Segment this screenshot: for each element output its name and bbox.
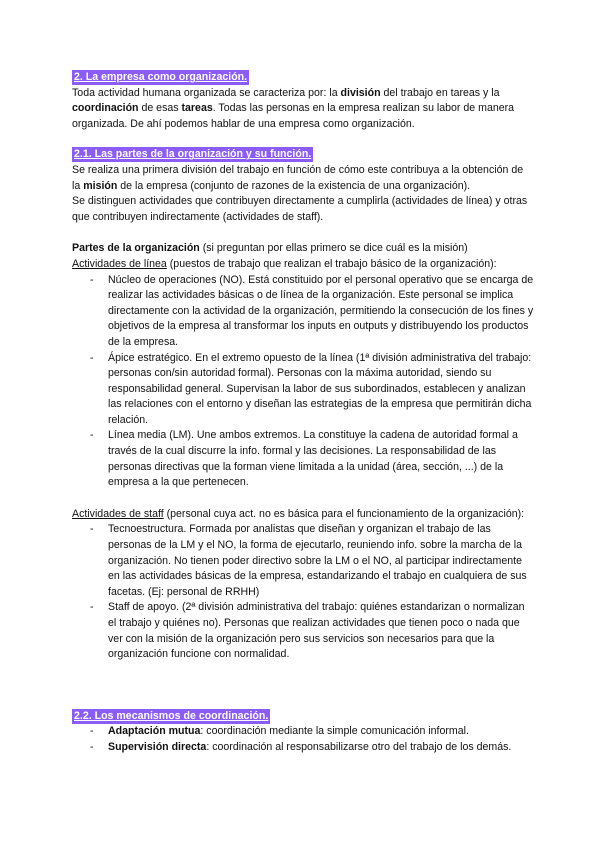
- section-2-paragraph: [72, 86, 534, 133]
- bold-mision: misión: [83, 179, 118, 192]
- staff-intro: [72, 507, 534, 523]
- document-content: [72, 70, 534, 756]
- parts-title: Partes de la organización: [72, 242, 200, 255]
- linea-intro: [72, 257, 534, 273]
- list-item: - Línea media (LM). Une ambos extremos. La constituye la cadena de autoridad formal a través de la cual discurre la info. formal y las decisiones. La responsabilidad de las personas directivas que la forman viene limitada a la unidad (área, sección, ...) de la empresa a la que pertenecen.: [72, 428, 534, 490]
- staff-title: Actividades de staff: [72, 507, 164, 520]
- list-item: [72, 740, 534, 756]
- linea-note: (puestos de trabajo que realizan el trabajo básico de la organización):: [166, 257, 497, 270]
- staff-note: (personal cuya act. no es básica para el funcionamiento de la organización):: [163, 507, 525, 520]
- bold-coordinacion: coordinación: [72, 102, 139, 115]
- list-item: - Ápice estratégico. En el extremo opuesto de la línea (1ª división administrativa del trabajo: personas con/sin autoridad formal). Personas con la máxima autoridad, siendo su responsabilidad general. Supervisan la labor de sus subordinados, establecen y analizan las relaciones con el entorno y diseñan las estrategias de la empresa que permitirán dicha relación.: [72, 351, 534, 429]
- list-item: - Tecnoestructura. Formada por analistas que diseñan y organizan el trabajo de las personas de la LM y el NO, la forma de ejecutarlo, reuniendo info. sobre la marcha de la organización. No tienen poder directivo sobre la LM o el NO, al participar indirectamente en las actividades básicas de la empresa, estandarizando el trabajo en cualquiera de sus facetas. (Ej: personal de RRHH): [72, 522, 534, 600]
- list-item: - Staff de apoyo. (2ª división administrativa del trabajo: quiénes estandarizan o normalizan el trabajo y quiénes no). Personas que realizan actividades que tienen poco o nada que ver con la misión de la organización pero sus servicios son necesarios para que la organización funcione con normalidad.: [72, 600, 534, 662]
- section-2-1-paragraph-2: Se distinguen actividades que contribuyen directamente a cumplirla (actividades de línea) y otras que contribuyen indirectamente (actividades de staff).: [72, 195, 528, 223]
- linea-title: Actividades de línea: [72, 257, 167, 270]
- section-2-1-paragraph-1: [72, 163, 534, 194]
- list-item: [72, 724, 534, 740]
- text-run: de esas: [138, 102, 182, 115]
- list-item: - Núcleo de operaciones (NO). Está constituido por el personal operativo que se encarga de realizar las actividades básicas o de línea de la organización. Este personal se implica directamente con la actividad de la organización, permitiendo la consecución de los fines y objetivos de la empresa al transformar los inputs en outputs y distribuyendo los productos de la empresa.: [72, 273, 534, 351]
- section-2-1-heading: 2.1. Las partes de la organización y su función.: [74, 148, 312, 161]
- term: Supervisión directa: [108, 740, 207, 753]
- coordination-list: [72, 724, 534, 755]
- term: Adaptación mutua: [108, 725, 201, 738]
- parts-paragraph: [72, 241, 534, 257]
- text-run: . Todas las personas en la empresa realizan su labor de manera organizada. De ahí podemos hablar de una empresa como organización.: [72, 102, 515, 130]
- term-description: : coordinación mediante la simple comunicación informal.: [200, 725, 469, 738]
- text-run: del trabajo en tareas y la: [380, 86, 500, 99]
- parts-note: (si preguntan por ellas primero se dice cuál es la misión): [199, 242, 468, 255]
- text-run: Se realiza una primera división del trabajo en función de cómo este contribuya a la obtención de la: [72, 163, 524, 192]
- linea-list: [72, 273, 534, 491]
- term-description: : coordinación al responsabilizarse otro del trabajo de los demás.: [206, 740, 512, 753]
- text-run: de la empresa (conjunto de razones de la existencia de una organización).: [117, 179, 471, 192]
- section-2-heading: 2. La empresa como organización.: [74, 71, 248, 83]
- section-2-2-heading: 2.2. Los mecanismos de coordinación.: [74, 709, 269, 722]
- text-run: Toda actividad humana organizada se caracteriza por: la: [72, 86, 341, 99]
- bold-division: división: [340, 86, 381, 99]
- staff-list: [72, 522, 534, 662]
- bold-tareas: tareas: [181, 102, 213, 115]
